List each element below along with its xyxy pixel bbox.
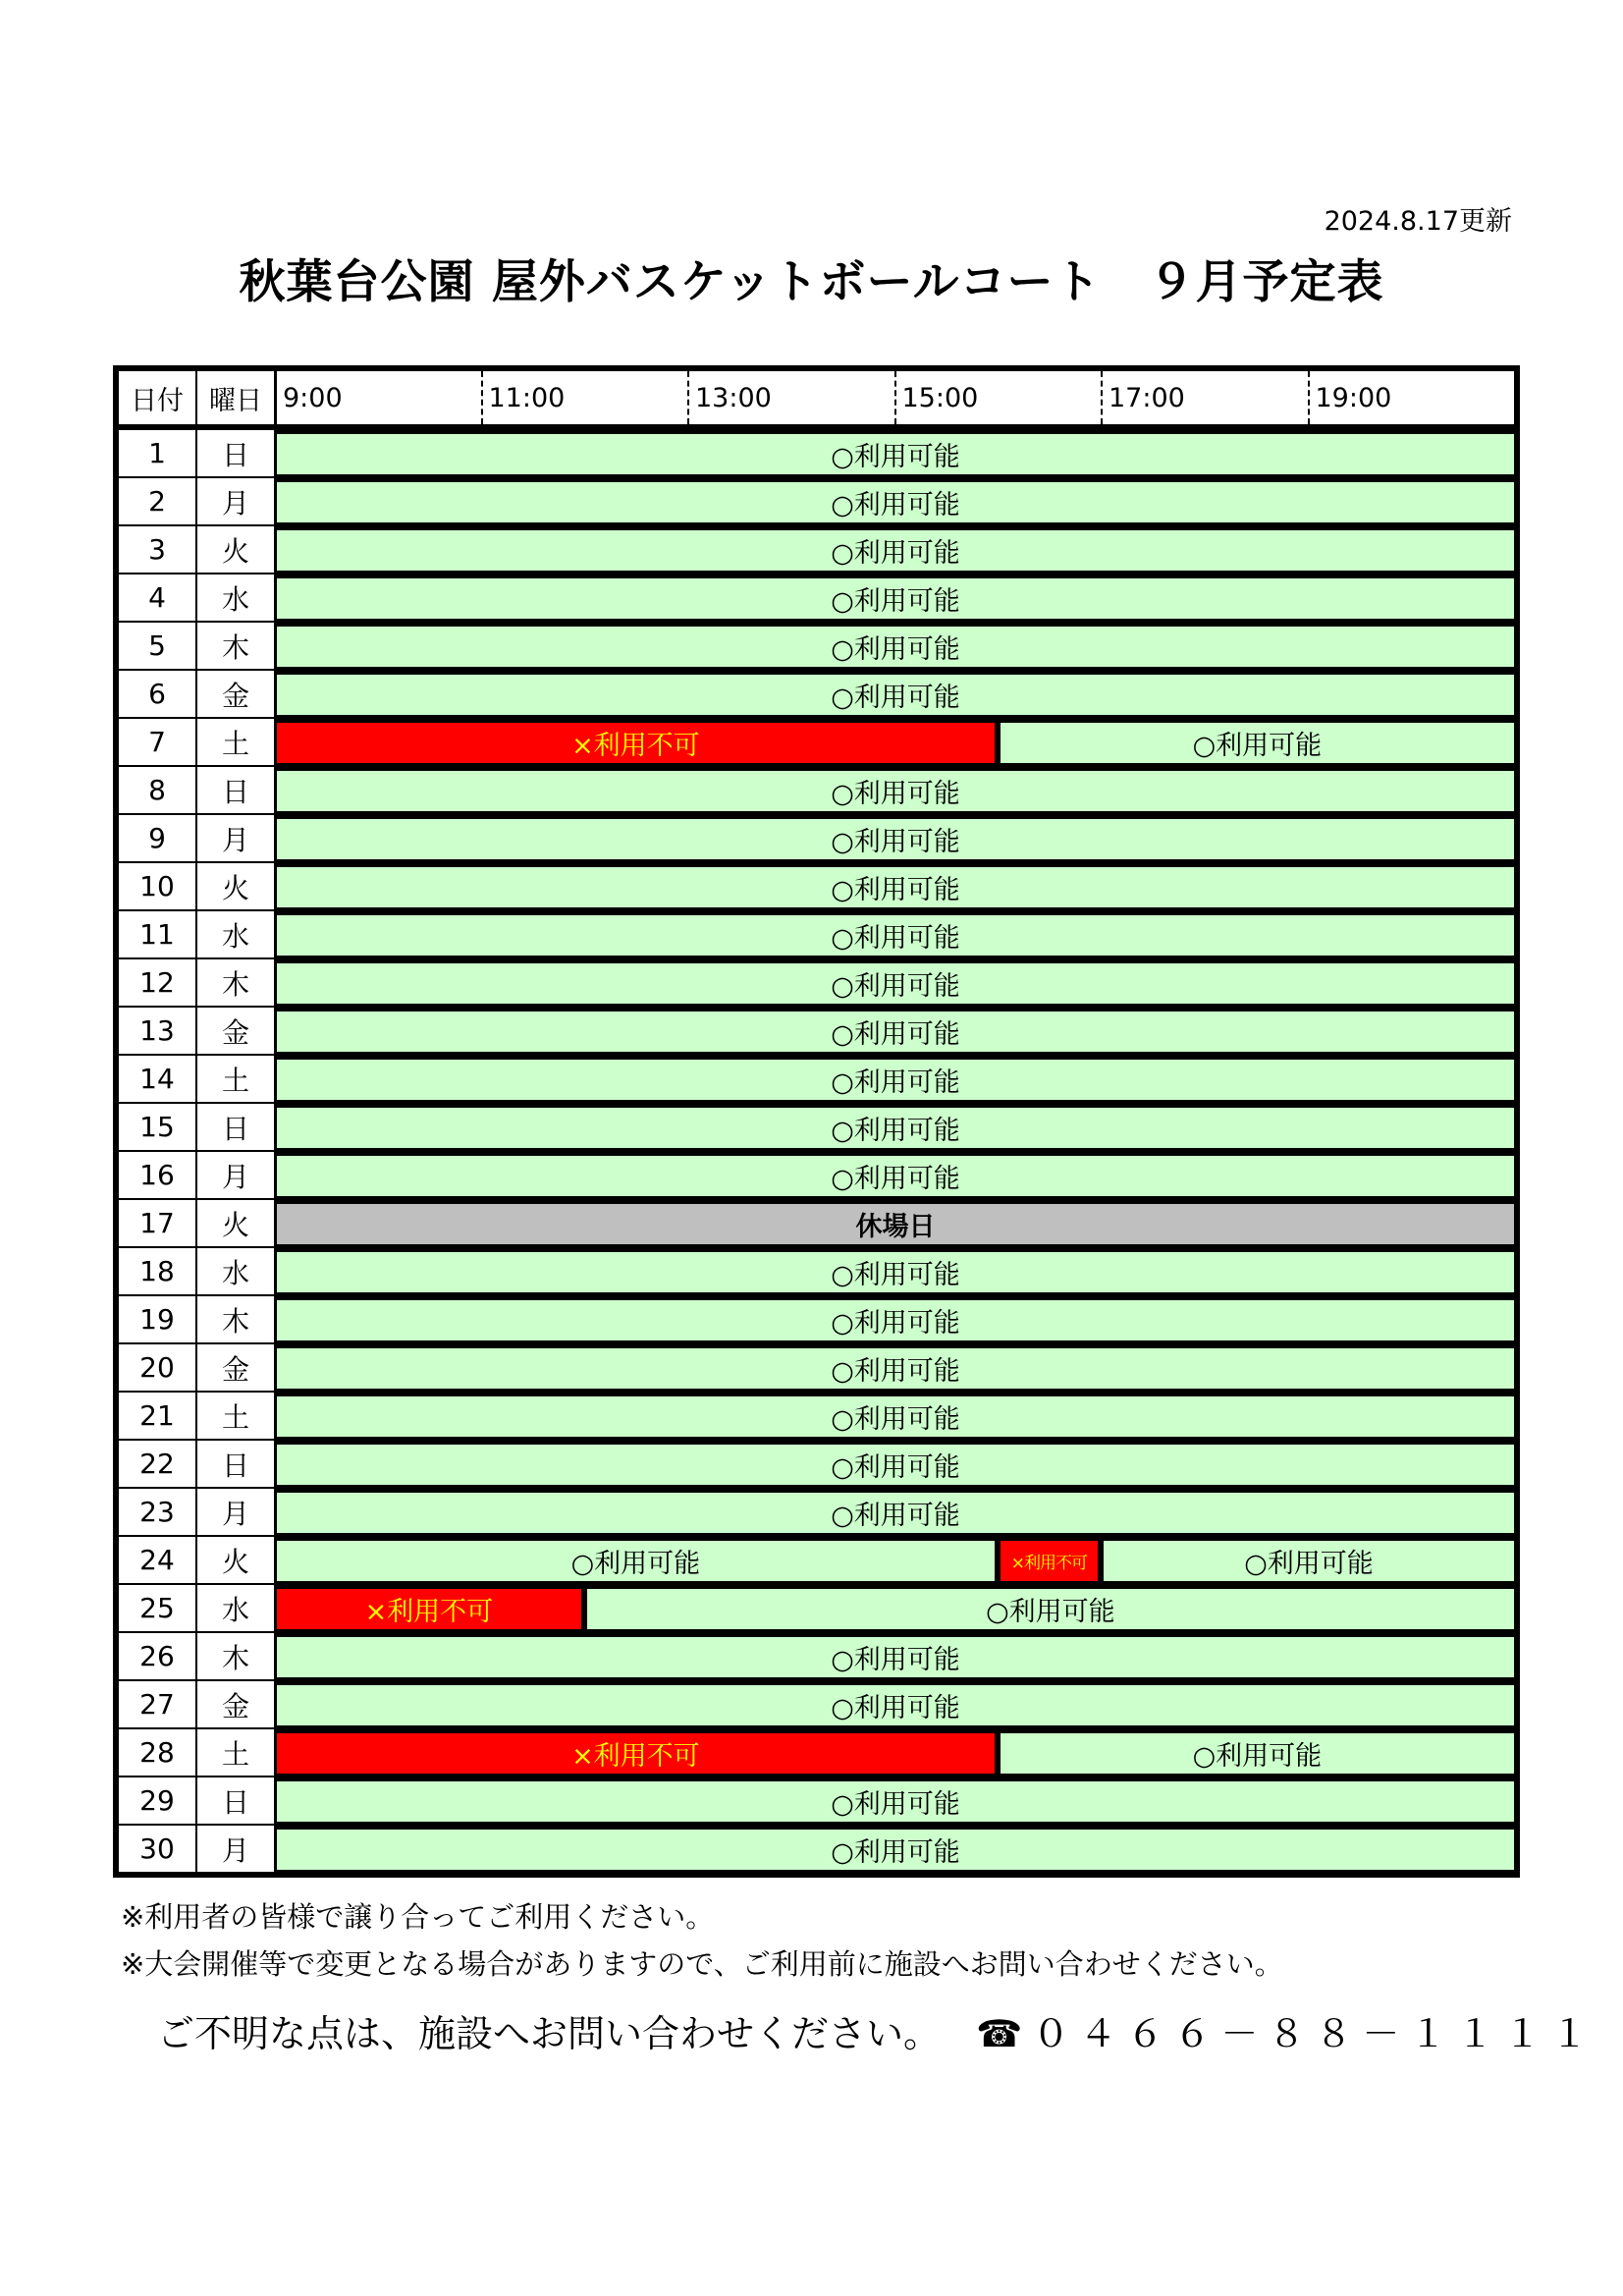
header-time: 17:00	[1101, 371, 1308, 424]
slot-available: ○利用可能	[277, 1252, 1514, 1292]
row-day-of-week: 木	[195, 623, 274, 671]
row-slots	[274, 1393, 1514, 1441]
row-date: 11	[119, 911, 195, 959]
row-date: 25	[119, 1585, 195, 1633]
slot-available: ○利用可能	[277, 434, 1514, 474]
slot-available: ○利用可能	[277, 819, 1514, 859]
schedule-row	[119, 478, 1514, 526]
schedule-row	[119, 1489, 1514, 1537]
row-slots	[274, 767, 1514, 815]
row-day-of-week: 日	[195, 1104, 274, 1152]
row-date: 2	[119, 478, 195, 526]
row-slots	[274, 863, 1514, 911]
row-slots	[274, 1441, 1514, 1489]
header-time: 13:00	[687, 371, 894, 424]
row-day-of-week: 月	[195, 1489, 274, 1537]
row-slots	[274, 815, 1514, 863]
row-day-of-week: 水	[195, 1248, 274, 1296]
slot-available: ○利用可能	[1104, 1541, 1514, 1581]
row-day-of-week: 日	[195, 430, 274, 478]
row-date: 15	[119, 1104, 195, 1152]
schedule-row	[119, 767, 1514, 815]
row-day-of-week: 火	[195, 863, 274, 911]
row-slots	[274, 1777, 1514, 1826]
schedule-row	[119, 1633, 1514, 1681]
schedule-row	[119, 430, 1514, 478]
schedule-row	[119, 959, 1514, 1008]
row-date: 4	[119, 574, 195, 623]
row-slots	[274, 1056, 1514, 1104]
row-date: 26	[119, 1633, 195, 1681]
row-day-of-week: 月	[195, 1152, 274, 1200]
header-time: 15:00	[894, 371, 1102, 424]
row-slots	[274, 1729, 1514, 1777]
note-share: ※利用者の皆様で譲り合ってご利用ください。	[121, 1900, 715, 1934]
row-slots	[274, 1104, 1514, 1152]
row-day-of-week: 水	[195, 574, 274, 623]
row-day-of-week: 金	[195, 671, 274, 719]
row-slots	[274, 1681, 1514, 1729]
row-day-of-week: 火	[195, 526, 274, 574]
schedule-row	[119, 1344, 1514, 1393]
schedule-row	[119, 1200, 1514, 1248]
slot-available: ○利用可能	[277, 963, 1514, 1004]
row-day-of-week: 土	[195, 1056, 274, 1104]
updated-date: 2024.8.17更新	[1324, 206, 1512, 237]
row-day-of-week: 水	[195, 1585, 274, 1633]
slot-available: ○利用可能	[277, 1781, 1514, 1822]
slot-available: ○利用可能	[277, 578, 1514, 619]
schedule-row	[119, 815, 1514, 863]
row-slots	[274, 959, 1514, 1008]
slot-unavailable: ×利用不可	[277, 1733, 995, 1774]
row-date: 22	[119, 1441, 195, 1489]
row-date: 8	[119, 767, 195, 815]
slot-available: ○利用可能	[277, 1445, 1514, 1485]
slot-available: ○利用可能	[1001, 723, 1514, 763]
page-title: 秋葉台公園 屋外バスケットボールコート ９月予定表	[239, 255, 1384, 309]
row-date: 5	[119, 623, 195, 671]
slot-available: ○利用可能	[277, 867, 1514, 907]
row-day-of-week: 金	[195, 1344, 274, 1393]
row-slots	[274, 623, 1514, 671]
schedule-row	[119, 1826, 1514, 1874]
row-date: 18	[119, 1248, 195, 1296]
slot-available: ○利用可能	[277, 1011, 1514, 1052]
row-day-of-week: 火	[195, 1537, 274, 1585]
schedule-table	[113, 365, 1520, 1878]
slot-unavailable: ×利用不可	[277, 1589, 581, 1629]
schedule-row	[119, 1008, 1514, 1056]
contact-text: ご不明な点は、施設へお問い合わせください。	[157, 2012, 942, 2055]
contact-line	[157, 2003, 1597, 2057]
row-slots	[274, 1826, 1514, 1874]
row-date: 13	[119, 1008, 195, 1056]
row-day-of-week: 金	[195, 1008, 274, 1056]
schedule-row	[119, 1056, 1514, 1104]
row-date: 27	[119, 1681, 195, 1729]
row-slots	[274, 1200, 1514, 1248]
row-slots	[274, 1537, 1514, 1585]
row-date: 10	[119, 863, 195, 911]
row-date: 30	[119, 1826, 195, 1874]
schedule-row	[119, 1585, 1514, 1633]
row-day-of-week: 火	[195, 1200, 274, 1248]
slot-available: ○利用可能	[277, 1685, 1514, 1725]
row-date: 28	[119, 1729, 195, 1777]
note-changes: ※大会開催等で変更となる場合がありますので、ご利用前に施設へお問い合わせください。	[121, 1947, 1283, 1981]
header-date: 日付	[131, 385, 184, 416]
schedule-row	[119, 671, 1514, 719]
row-date: 3	[119, 526, 195, 574]
schedule-row	[119, 1248, 1514, 1296]
slot-available: ○利用可能	[277, 530, 1514, 571]
schedule-row	[119, 719, 1514, 767]
row-slots	[274, 1344, 1514, 1393]
schedule-row	[119, 863, 1514, 911]
row-date: 1	[119, 430, 195, 478]
row-day-of-week: 木	[195, 1296, 274, 1344]
row-date: 19	[119, 1296, 195, 1344]
row-date: 23	[119, 1489, 195, 1537]
row-date: 12	[119, 959, 195, 1008]
row-day-of-week: 土	[195, 1729, 274, 1777]
schedule-row	[119, 1152, 1514, 1200]
row-date: 7	[119, 719, 195, 767]
slot-available: ○利用可能	[1001, 1733, 1514, 1774]
row-slots	[274, 1152, 1514, 1200]
row-slots	[274, 526, 1514, 574]
row-slots	[274, 719, 1514, 767]
slot-available: ○利用可能	[277, 1348, 1514, 1389]
row-slots	[274, 1489, 1514, 1537]
row-slots	[274, 1296, 1514, 1344]
slot-available: ○利用可能	[277, 675, 1514, 715]
row-slots	[274, 430, 1514, 478]
schedule-row	[119, 1393, 1514, 1441]
row-date: 14	[119, 1056, 195, 1104]
schedule-row	[119, 1537, 1514, 1585]
row-date: 9	[119, 815, 195, 863]
slot-available: ○利用可能	[277, 482, 1514, 522]
schedule-row	[119, 1729, 1514, 1777]
schedule-row	[119, 574, 1514, 623]
slot-available: ○利用可能	[277, 1493, 1514, 1533]
slot-closed: 休場日	[277, 1204, 1514, 1244]
slot-unavailable: ×利用不可	[1001, 1541, 1098, 1581]
row-slots	[274, 671, 1514, 719]
schedule-row	[119, 623, 1514, 671]
row-slots	[274, 1248, 1514, 1296]
schedule-row	[119, 526, 1514, 574]
row-day-of-week: 月	[195, 478, 274, 526]
row-day-of-week: 木	[195, 1633, 274, 1681]
row-date: 29	[119, 1777, 195, 1826]
row-slots	[274, 574, 1514, 623]
row-day-of-week: 金	[195, 1681, 274, 1729]
row-slots	[274, 1008, 1514, 1056]
row-slots	[274, 911, 1514, 959]
row-date: 24	[119, 1537, 195, 1585]
slot-available: ○利用可能	[587, 1589, 1514, 1629]
slot-available: ○利用可能	[277, 1396, 1514, 1437]
row-date: 16	[119, 1152, 195, 1200]
row-date: 17	[119, 1200, 195, 1248]
slot-available: ○利用可能	[277, 1060, 1514, 1100]
schedule-row	[119, 1681, 1514, 1729]
row-date: 20	[119, 1344, 195, 1393]
row-slots	[274, 478, 1514, 526]
schedule-header	[119, 371, 1514, 430]
slot-available: ○利用可能	[277, 627, 1514, 667]
row-slots	[274, 1633, 1514, 1681]
slot-available: ○利用可能	[277, 771, 1514, 811]
slot-available: ○利用可能	[277, 1637, 1514, 1677]
row-day-of-week: 土	[195, 719, 274, 767]
row-day-of-week: 木	[195, 959, 274, 1008]
row-day-of-week: 水	[195, 911, 274, 959]
contact-phone[interactable]: ☎０４６６－８８－１１１１	[976, 2012, 1598, 2055]
schedule-row	[119, 1104, 1514, 1152]
row-date: 6	[119, 671, 195, 719]
slot-available: ○利用可能	[277, 1830, 1514, 1870]
schedule-row	[119, 1441, 1514, 1489]
row-day-of-week: 日	[195, 767, 274, 815]
row-day-of-week: 日	[195, 1441, 274, 1489]
schedule-row	[119, 911, 1514, 959]
schedule-row	[119, 1777, 1514, 1826]
row-day-of-week: 日	[195, 1777, 274, 1826]
header-time: 9:00	[274, 371, 481, 424]
row-slots	[274, 1585, 1514, 1633]
slot-available: ○利用可能	[277, 915, 1514, 956]
slot-available: ○利用可能	[277, 1156, 1514, 1196]
header-time: 19:00	[1308, 371, 1515, 424]
header-time: 11:00	[481, 371, 688, 424]
row-day-of-week: 月	[195, 815, 274, 863]
header-day-of-week: 曜日	[195, 371, 274, 424]
row-day-of-week: 月	[195, 1826, 274, 1874]
schedule-row	[119, 1296, 1514, 1344]
row-date: 21	[119, 1393, 195, 1441]
row-day-of-week: 土	[195, 1393, 274, 1441]
slot-available: ○利用可能	[277, 1300, 1514, 1340]
slot-unavailable: ×利用不可	[277, 723, 995, 763]
slot-available: ○利用可能	[277, 1541, 995, 1581]
slot-available: ○利用可能	[277, 1108, 1514, 1148]
